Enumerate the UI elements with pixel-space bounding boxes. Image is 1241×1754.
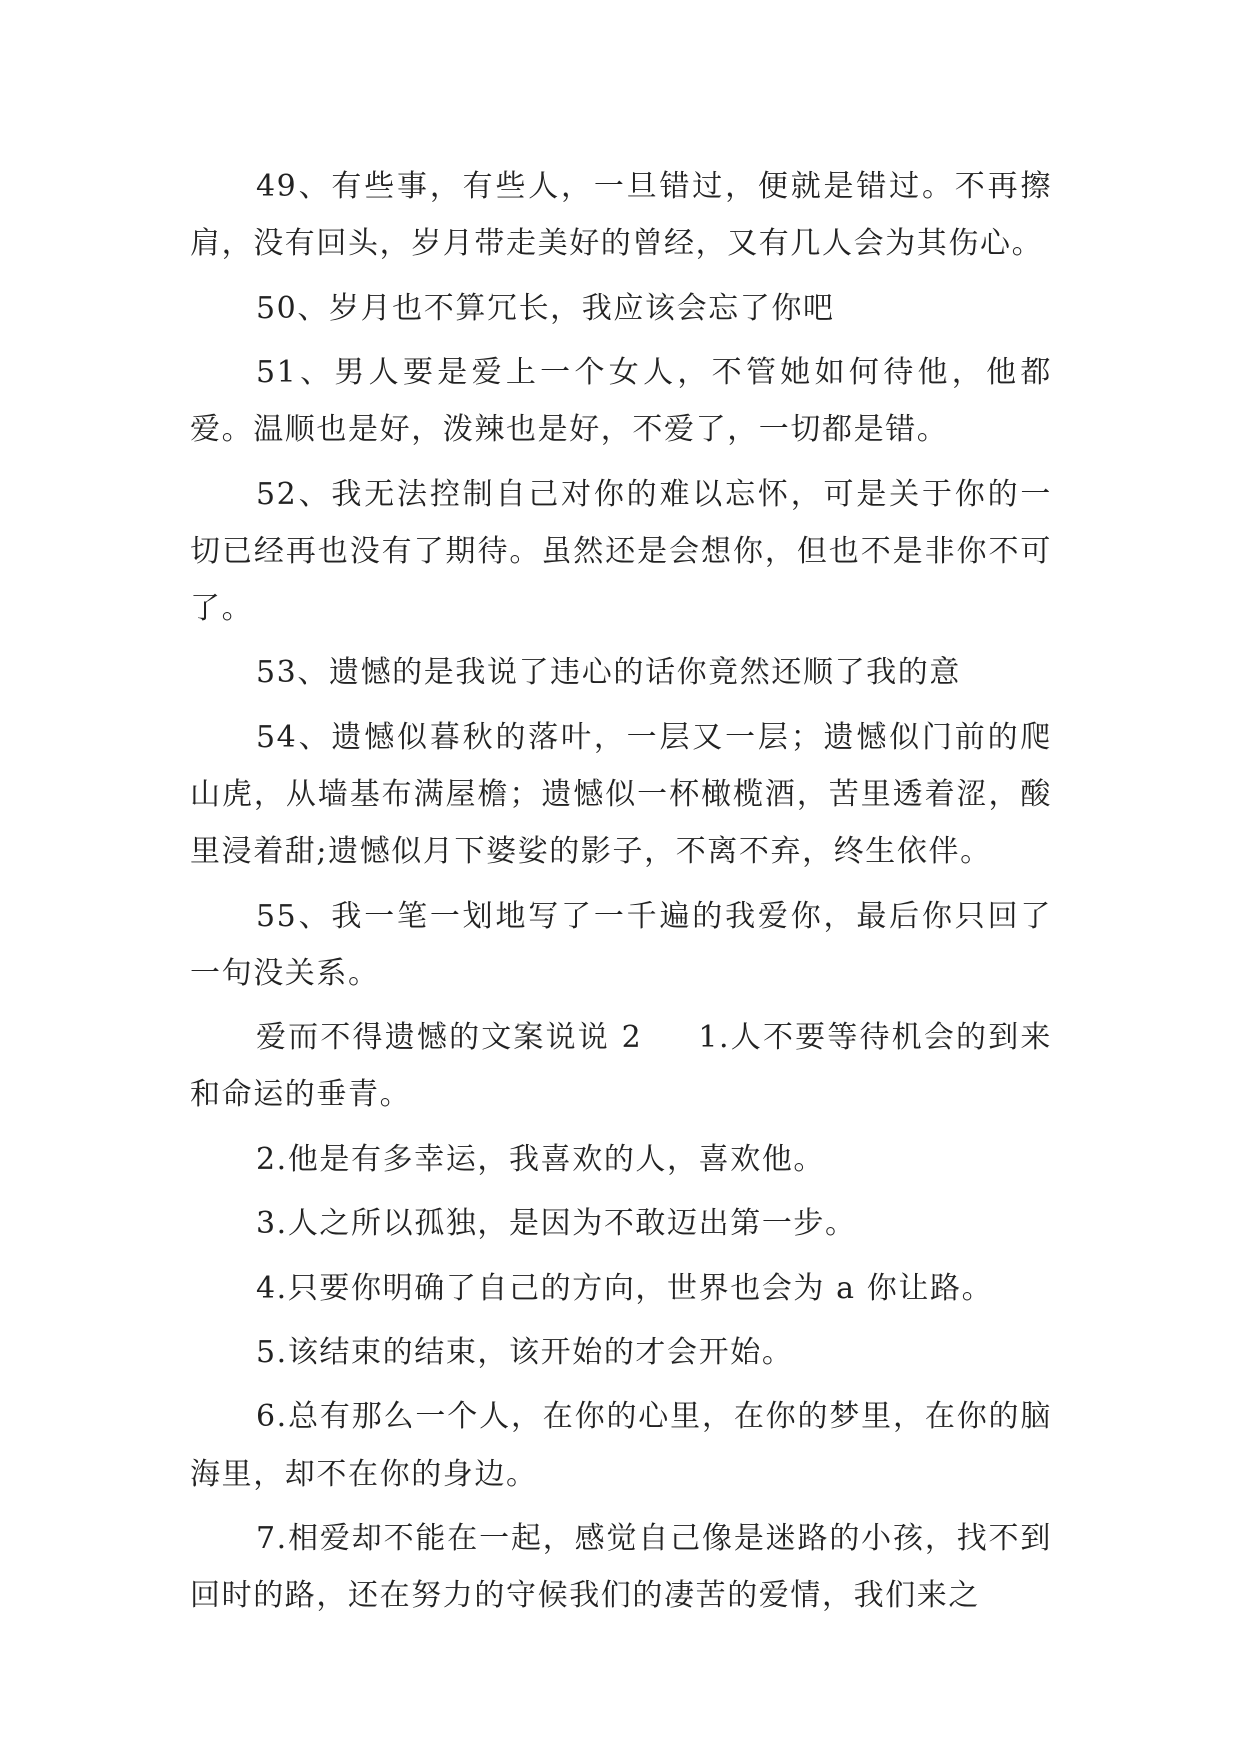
section-heading: 爱而不得遗憾的文案说说 2 xyxy=(256,1020,643,1056)
list-item-6: 6.总有那么一个人，在你的心里，在你的梦里，在你的脑海里，却不在你的身边。 xyxy=(190,1399,1052,1492)
paragraph-54: 54、遗憾似暮秋的落叶，一层又一层；遗憾似门前的爬山虎，从墙基布满屋檐；遗憾似一杯橄榄酒，苦里透着涩，酸里浸着甜;遗憾似月下婆娑的影子，不离不弃，终生依伴。 xyxy=(190,719,1052,870)
section-first-item: 1.人不要等待机会的到来和命运的垂青。 xyxy=(190,1020,1052,1113)
section-heading-paragraph xyxy=(190,1009,1052,1123)
paragraph-53: 53、遗憾的是我说了违心的话你竟然还顺了我的意 xyxy=(256,655,961,691)
paragraph-55: 55、我一笔一划地写了一千遍的我爱你，最后你只回了一句没关系。 xyxy=(190,898,1052,991)
paragraph-50: 50、岁月也不算冗长，我应该会忘了你吧 xyxy=(256,290,835,326)
list-item-3: 3.人之所以孤独，是因为不敢迈出第一步。 xyxy=(256,1206,857,1242)
paragraph-49: 49、有些事，有些人，一旦错过，便就是错过。不再擦肩，没有回头，岁月带走美好的曾经，又有几人会为其伤心。 xyxy=(190,169,1052,262)
list-item-7: 7.相爱却不能在一起，感觉自己像是迷路的小孩，找不到回时的路，还在努力的守候我们的凄苦的爱情，我们来之 xyxy=(190,1520,1052,1614)
list-item-2: 2.他是有多幸运，我喜欢的人，喜欢他。 xyxy=(256,1141,826,1177)
document-body xyxy=(190,158,1052,1632)
list-item-5: 5.该结束的结束，该开始的才会开始。 xyxy=(256,1334,794,1370)
paragraph-52: 52、我无法控制自己对你的难以忘怀，可是关于你的一切已经再也没有了期待。虽然还是会想你，但也不是非你不可了。 xyxy=(190,476,1052,626)
paragraph-51: 51、男人要是爱上一个女人，不管她如何待他，他都爱。温顺也是好，泼辣也是好，不爱了，一切都是错。 xyxy=(190,354,1052,448)
list-item-4: 4.只要你明确了自己的方向，世界也会为 a 你让路。 xyxy=(256,1270,994,1306)
